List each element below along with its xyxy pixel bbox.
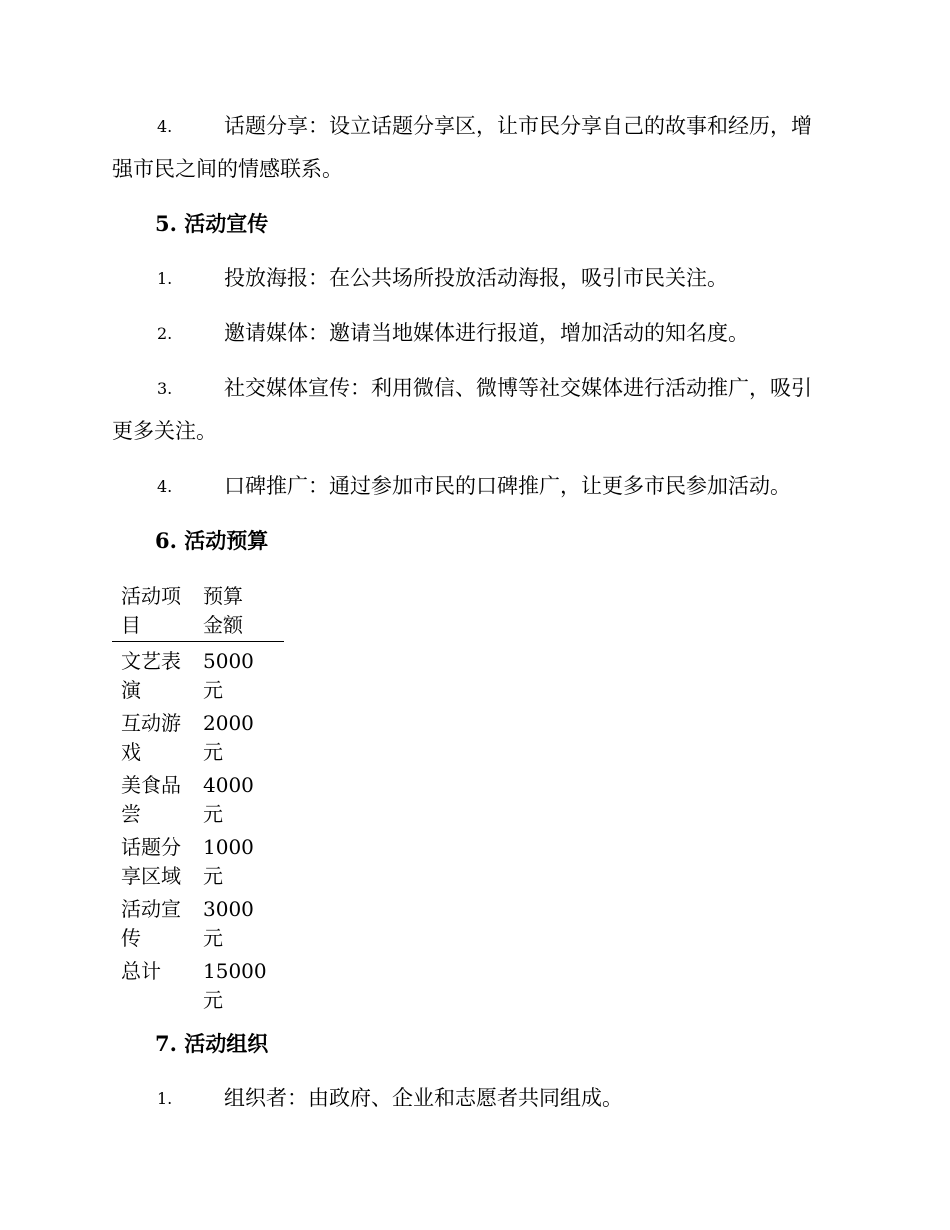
budget-table [112,582,284,1019]
list-item-text: 组织者：由政府、企业和志愿者共同组成。 [224,1086,623,1110]
table-cell: 1000 元 [203,835,254,888]
table-row [112,957,284,1019]
table-cell: 活动宣 传 [121,897,181,950]
list-item [112,312,832,355]
list-number: 1. [157,269,173,288]
list-item [112,105,832,191]
list-item [112,1077,832,1120]
table-cell: 3000 元 [203,897,254,950]
list-number: 4. [157,117,173,136]
table-cell: 2000 元 [203,711,254,764]
table-row [112,895,284,957]
list-item-continuation: 更多关注。 [112,419,217,443]
table-cell: 15000 元 [203,959,267,1012]
table-row [112,709,284,771]
table-header-row [112,582,284,642]
table-cell: 文艺表 演 [121,649,181,702]
list-item-text: 口碑推广：通过参加市民的口碑推广，让更多市民参加活动。 [224,474,791,498]
table-cell: 5000 元 [203,649,254,702]
list-item [112,465,832,508]
table-cell: 4000 元 [203,773,254,826]
list-item-text: 投放海报：在公共场所投放活动海报，吸引市民关注。 [224,266,728,290]
list-item-continuation: 强市民之间的情感联系。 [112,157,343,181]
table-row [112,647,284,709]
list-number: 2. [157,324,173,343]
table-cell: 总计 [121,959,161,983]
list-number: 1. [157,1089,173,1108]
list-item-text: 话题分享：设立话题分享区，让市民分享自己的故事和经历，增 [224,114,812,138]
table-row [112,833,284,895]
list-number: 3. [157,379,173,398]
table-cell: 互动游 戏 [121,711,181,764]
section-heading: 6. 活动预算 [155,528,269,553]
section-heading: 7. 活动组织 [155,1031,269,1056]
list-item-text: 邀请媒体：邀请当地媒体进行报道，增加活动的知名度。 [224,321,749,345]
table-cell: 话题分 享区域 [121,835,181,888]
list-number: 4. [157,477,173,496]
table-header-cell: 预算 金额 [203,584,243,637]
table-cell: 美食品 尝 [121,773,181,826]
list-item [112,257,832,300]
list-item-text: 社交媒体宣传：利用微信、微博等社交媒体进行活动推广，吸引 [224,376,812,400]
table-row [112,771,284,833]
section-heading: 5. 活动宣传 [155,211,269,236]
list-item [112,367,832,453]
table-header-cell: 活动项 目 [121,584,181,637]
